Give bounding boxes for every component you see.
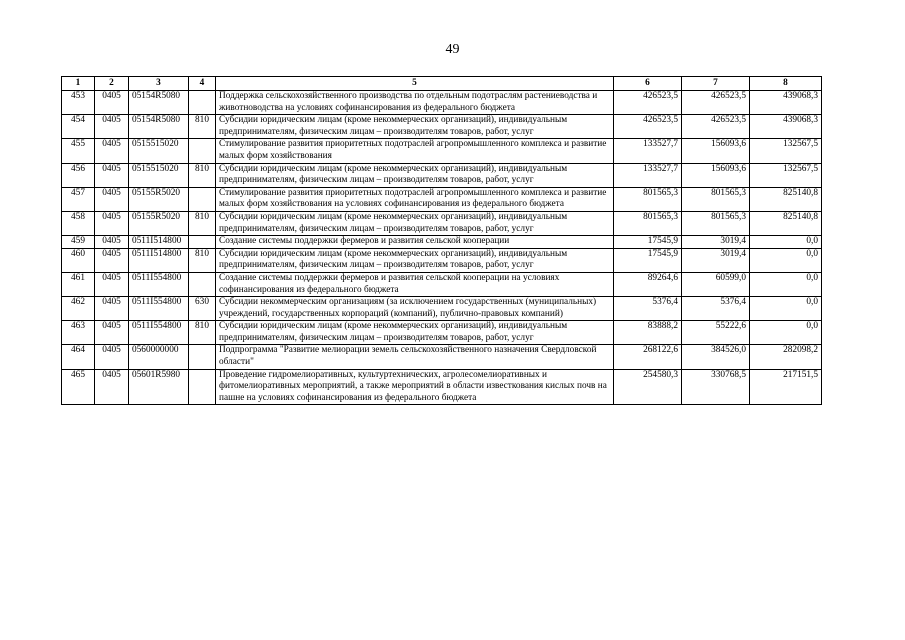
amount-year1-cell: 83888,2 [614,321,682,345]
amount-year3-cell: 0,0 [750,297,822,321]
amount-year1-cell: 254580,3 [614,369,682,405]
section-code-cell: 0405 [95,211,129,235]
amount-year3-cell: 217151,5 [750,369,822,405]
row-number-cell: 459 [62,236,95,249]
table-row [62,248,822,272]
expense-type-cell: 630 [189,297,216,321]
amount-year2-cell: 801565,3 [682,211,750,235]
expense-type-cell [189,236,216,249]
target-article-cell: 05155R5020 [129,187,189,211]
amount-year2-cell: 3019,4 [682,248,750,272]
column-header: 4 [189,77,216,91]
table-row [62,115,822,139]
table-row [62,345,822,369]
item-name-cell: Стимулирование развития приоритетных подотраслей агропромышленного комплекса и развитие малых форм хозяйствования [216,139,614,163]
section-code-cell: 0405 [95,297,129,321]
table-body [62,91,822,405]
column-header: 3 [129,77,189,91]
target-article-cell: 05155R5020 [129,211,189,235]
table-row [62,187,822,211]
item-name-cell: Создание системы поддержки фермеров и развития сельской кооперации [216,236,614,249]
column-header: 2 [95,77,129,91]
row-number-cell: 460 [62,248,95,272]
amount-year1-cell: 89264,6 [614,272,682,296]
expense-type-cell [189,345,216,369]
section-code-cell: 0405 [95,91,129,115]
column-header: 6 [614,77,682,91]
row-number-cell: 454 [62,115,95,139]
expense-type-cell [189,369,216,405]
budget-table [61,76,822,405]
amount-year2-cell: 3019,4 [682,236,750,249]
amount-year1-cell: 5376,4 [614,297,682,321]
table-row [62,297,822,321]
amount-year3-cell: 439068,3 [750,91,822,115]
target-article-cell: 0511I514800 [129,248,189,272]
item-name-cell: Субсидии юридическим лицам (кроме некоммерческих организаций), индивидуальным предпринимателям, физическим лицам – производителям товаров, работ, услуг [216,211,614,235]
table-row [62,139,822,163]
section-code-cell: 0405 [95,236,129,249]
target-article-cell: 0511I554800 [129,297,189,321]
item-name-cell: Субсидии юридическим лицам (кроме некоммерческих организаций), индивидуальным предпринимателям, физическим лицам – производителям товаров, работ, услуг [216,163,614,187]
section-code-cell: 0405 [95,321,129,345]
target-article-cell: 05154R5080 [129,115,189,139]
column-header: 8 [750,77,822,91]
amount-year2-cell: 426523,5 [682,91,750,115]
expense-type-cell: 810 [189,115,216,139]
expense-type-cell [189,139,216,163]
amount-year3-cell: 825140,8 [750,187,822,211]
section-code-cell: 0405 [95,187,129,211]
amount-year1-cell: 268122,6 [614,345,682,369]
amount-year3-cell: 0,0 [750,321,822,345]
amount-year2-cell: 384526,0 [682,345,750,369]
item-name-cell: Создание системы поддержки фермеров и развития сельской кооперации на условиях софинансирования из федерального бюджета [216,272,614,296]
table-row [62,91,822,115]
section-code-cell: 0405 [95,248,129,272]
target-article-cell: 0560000000 [129,345,189,369]
amount-year2-cell: 5376,4 [682,297,750,321]
row-number-cell: 456 [62,163,95,187]
amount-year1-cell: 426523,5 [614,115,682,139]
amount-year3-cell: 439068,3 [750,115,822,139]
target-article-cell: 05601R5980 [129,369,189,405]
row-number-cell: 463 [62,321,95,345]
row-number-cell: 453 [62,91,95,115]
row-number-cell: 462 [62,297,95,321]
expense-type-cell: 810 [189,248,216,272]
item-name-cell: Субсидии юридическим лицам (кроме некоммерческих организаций), индивидуальным предпринимателям, физическим лицам – производителям товаров, работ, услуг [216,115,614,139]
expense-type-cell [189,272,216,296]
amount-year3-cell: 0,0 [750,272,822,296]
item-name-cell: Стимулирование развития приоритетных подотраслей агропромышленного комплекса и развитие малых форм хозяйствования на условиях софинансирования из федерального бюджета [216,187,614,211]
amount-year2-cell: 156093,6 [682,163,750,187]
amount-year3-cell: 825140,8 [750,211,822,235]
amount-year3-cell: 282098,2 [750,345,822,369]
table-row [62,163,822,187]
section-code-cell: 0405 [95,163,129,187]
amount-year2-cell: 330768,5 [682,369,750,405]
target-article-cell: 05154R5080 [129,91,189,115]
amount-year1-cell: 801565,3 [614,211,682,235]
column-header: 1 [62,77,95,91]
target-article-cell: 0515515020 [129,139,189,163]
item-name-cell: Субсидии юридическим лицам (кроме некоммерческих организаций), индивидуальным предпринимателям, физическим лицам – производителям товаров, работ, услуг [216,321,614,345]
table-header-row [62,77,822,91]
row-number-cell: 461 [62,272,95,296]
amount-year2-cell: 801565,3 [682,187,750,211]
section-code-cell: 0405 [95,139,129,163]
column-header: 7 [682,77,750,91]
amount-year3-cell: 0,0 [750,236,822,249]
item-name-cell: Субсидии некоммерческим организациям (за исключением государственных (муниципальных) учреждений, государственных корпораций (компаний), публично-правовых компаний) [216,297,614,321]
section-code-cell: 0405 [95,115,129,139]
table-row [62,272,822,296]
expense-type-cell: 810 [189,163,216,187]
amount-year2-cell: 60599,0 [682,272,750,296]
row-number-cell: 455 [62,139,95,163]
section-code-cell: 0405 [95,345,129,369]
amount-year1-cell: 17545,9 [614,236,682,249]
table-row [62,211,822,235]
expense-type-cell [189,187,216,211]
amount-year1-cell: 133527,7 [614,163,682,187]
table-row [62,236,822,249]
amount-year1-cell: 17545,9 [614,248,682,272]
item-name-cell: Проведение гидромелиоративных, культуртехнических, агролесомелиоративных и фитомелиоративных мероприятий, а также мероприятий в области известкования кислых почв на пашне на условиях софинансирования из федерального бюджета [216,369,614,405]
expense-type-cell: 810 [189,321,216,345]
item-name-cell: Субсидии юридическим лицам (кроме некоммерческих организаций), индивидуальным предпринимателям, физическим лицам – производителям товаров, работ, услуг [216,248,614,272]
amount-year1-cell: 426523,5 [614,91,682,115]
amount-year2-cell: 55222,6 [682,321,750,345]
page-number: 49 [445,42,460,57]
expense-type-cell [189,91,216,115]
target-article-cell: 0511I554800 [129,321,189,345]
item-name-cell: Поддержка сельскохозяйственного производства по отдельным подотраслям растениеводства и животноводства на условиях софинансирования из федерального бюджета [216,91,614,115]
section-code-cell: 0405 [95,369,129,405]
column-header: 5 [216,77,614,91]
amount-year3-cell: 132567,5 [750,163,822,187]
row-number-cell: 464 [62,345,95,369]
target-article-cell: 0515515020 [129,163,189,187]
amount-year2-cell: 426523,5 [682,115,750,139]
amount-year1-cell: 133527,7 [614,139,682,163]
section-code-cell: 0405 [95,272,129,296]
amount-year2-cell: 156093,6 [682,139,750,163]
target-article-cell: 0511I514800 [129,236,189,249]
amount-year1-cell: 801565,3 [614,187,682,211]
row-number-cell: 465 [62,369,95,405]
row-number-cell: 457 [62,187,95,211]
table-row [62,321,822,345]
amount-year3-cell: 132567,5 [750,139,822,163]
table-row [62,369,822,405]
row-number-cell: 458 [62,211,95,235]
amount-year3-cell: 0,0 [750,248,822,272]
item-name-cell: Подпрограмма "Развитие мелиорации земель сельскохозяйственного назначения Свердловской области" [216,345,614,369]
target-article-cell: 0511I554800 [129,272,189,296]
expense-type-cell: 810 [189,211,216,235]
